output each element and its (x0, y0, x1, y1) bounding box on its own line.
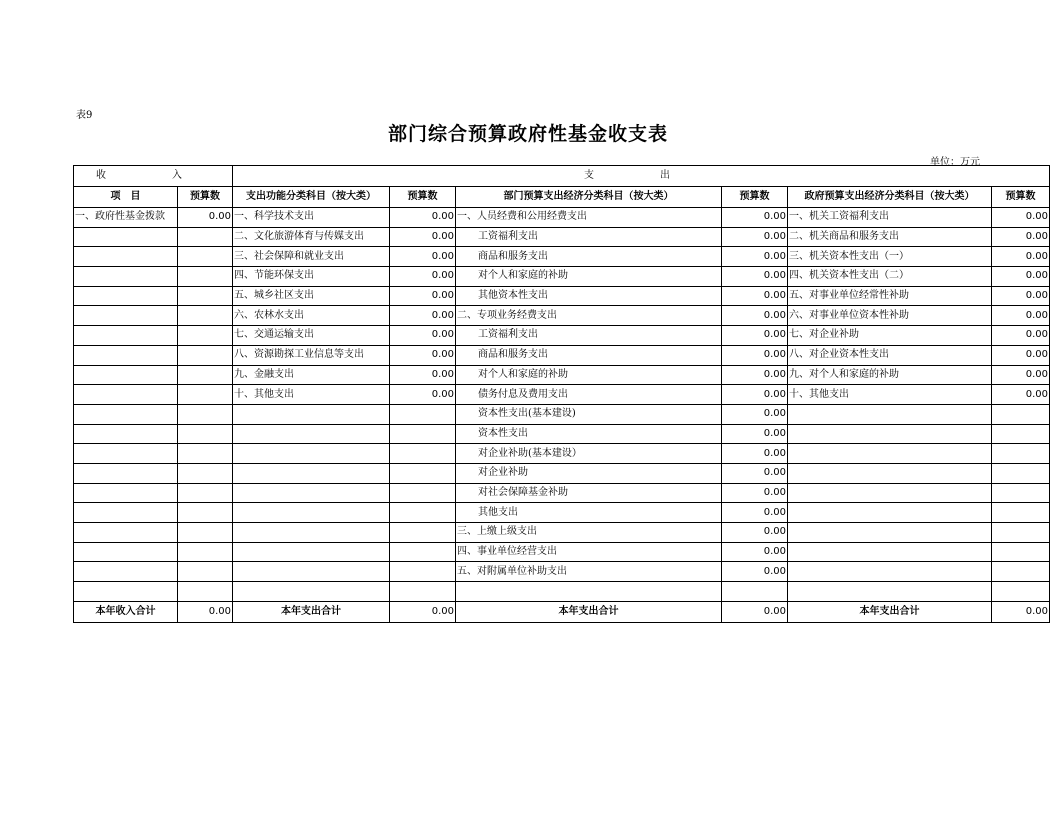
table-row (74, 463, 1050, 483)
func-amount (390, 424, 456, 444)
table-row (74, 562, 1050, 582)
table-row (74, 523, 1050, 543)
dept-item (456, 582, 722, 602)
func-item (233, 503, 390, 523)
income-amount (178, 247, 233, 267)
dept-amount: 0.00 (722, 267, 788, 287)
dept-item: 其他资本性支出 (456, 286, 722, 306)
table-row (74, 247, 1050, 267)
gov-item: 九、对个人和家庭的补助 (788, 365, 992, 385)
func-amount: 0.00 (390, 306, 456, 326)
dept-item: 对企业补助 (456, 463, 722, 483)
gov-amount: 0.00 (992, 208, 1050, 228)
header-func-budget: 预算数 (390, 187, 456, 208)
dept-item: 对企业补助(基本建设） (456, 444, 722, 464)
func-amount: 0.00 (390, 247, 456, 267)
gov-amount: 0.00 (992, 345, 1050, 365)
dept-amount: 0.00 (722, 345, 788, 365)
gov-item (788, 404, 992, 424)
total-dept-label: 本年支出合计 (456, 601, 722, 622)
total-gov-label: 本年支出合计 (788, 601, 992, 622)
dept-amount: 0.00 (722, 385, 788, 405)
func-item (233, 463, 390, 483)
income-item (74, 247, 178, 267)
dept-amount: 0.00 (722, 424, 788, 444)
gov-item: 七、对企业补助 (788, 326, 992, 346)
func-amount: 0.00 (390, 286, 456, 306)
header-income-budget: 预算数 (178, 187, 233, 208)
income-item (74, 582, 178, 602)
dept-amount: 0.00 (722, 542, 788, 562)
income-item (74, 523, 178, 543)
func-amount: 0.00 (390, 208, 456, 228)
dept-amount (722, 582, 788, 602)
func-amount: 0.00 (390, 345, 456, 365)
income-amount (178, 267, 233, 287)
gov-item: 四、机关资本性支出（二） (788, 267, 992, 287)
func-item: 九、金融支出 (233, 365, 390, 385)
dept-item: 工资福利支出 (456, 227, 722, 247)
income-item (74, 345, 178, 365)
header-dept-econ: 部门预算支出经济分类科目（按大类） (456, 187, 722, 208)
dept-amount: 0.00 (722, 286, 788, 306)
func-item (233, 404, 390, 424)
func-amount (390, 404, 456, 424)
income-amount (178, 326, 233, 346)
func-item (233, 483, 390, 503)
dept-item: 五、对附属单位补助支出 (456, 562, 722, 582)
gov-amount: 0.00 (992, 286, 1050, 306)
gov-item: 三、机关资本性支出（一） (788, 247, 992, 267)
gov-item: 一、机关工资福利支出 (788, 208, 992, 228)
table-row (74, 345, 1050, 365)
dept-amount: 0.00 (722, 444, 788, 464)
dept-amount: 0.00 (722, 326, 788, 346)
dept-item: 其他支出 (456, 503, 722, 523)
income-item (74, 365, 178, 385)
func-amount: 0.00 (390, 227, 456, 247)
expense-section-label: 支 出 (584, 170, 698, 181)
gov-item (788, 542, 992, 562)
table-number: 表9 (76, 110, 93, 121)
dept-item: 商品和服务支出 (456, 345, 722, 365)
income-item (74, 326, 178, 346)
income-amount (178, 523, 233, 543)
page-title: 部门综合预算政府性基金收支表 (387, 123, 668, 145)
func-item: 五、城乡社区支出 (233, 286, 390, 306)
income-item: 一、政府性基金拨款 (74, 208, 178, 228)
gov-item (788, 562, 992, 582)
table-row (74, 542, 1050, 562)
table-row (74, 582, 1050, 602)
dept-item: 一、人员经费和公用经费支出 (456, 208, 722, 228)
dept-amount: 0.00 (722, 562, 788, 582)
income-item (74, 286, 178, 306)
func-amount: 0.00 (390, 326, 456, 346)
gov-amount (992, 404, 1050, 424)
gov-amount: 0.00 (992, 365, 1050, 385)
total-func-label: 本年支出合计 (233, 601, 390, 622)
func-amount (390, 483, 456, 503)
dept-item: 工资福利支出 (456, 326, 722, 346)
income-amount (178, 542, 233, 562)
dept-amount: 0.00 (722, 247, 788, 267)
header-gov-econ: 政府预算支出经济分类科目（按大类） (788, 187, 992, 208)
income-item (74, 306, 178, 326)
gov-amount (992, 562, 1050, 582)
func-amount (390, 444, 456, 464)
table-row (74, 326, 1050, 346)
func-item (233, 562, 390, 582)
income-amount: 0.00 (178, 208, 233, 228)
func-amount (390, 582, 456, 602)
gov-amount (992, 523, 1050, 543)
income-amount (178, 286, 233, 306)
dept-amount: 0.00 (722, 404, 788, 424)
income-item (74, 404, 178, 424)
table-row (74, 483, 1050, 503)
table-row (74, 385, 1050, 405)
gov-item (788, 444, 992, 464)
gov-item (788, 503, 992, 523)
gov-item: 六、对事业单位资本性补助 (788, 306, 992, 326)
func-item (233, 424, 390, 444)
dept-amount: 0.00 (722, 227, 788, 247)
table-row (74, 306, 1050, 326)
gov-amount (992, 503, 1050, 523)
dept-item: 对社会保障基金补助 (456, 483, 722, 503)
dept-item: 资本性支出 (456, 424, 722, 444)
gov-item: 八、对企业资本性支出 (788, 345, 992, 365)
func-amount (390, 542, 456, 562)
func-item (233, 523, 390, 543)
dept-item: 二、专项业务经费支出 (456, 306, 722, 326)
dept-amount: 0.00 (722, 365, 788, 385)
gov-item (788, 463, 992, 483)
dept-amount: 0.00 (722, 306, 788, 326)
dept-item: 资本性支出(基本建设) (456, 404, 722, 424)
income-item (74, 503, 178, 523)
func-item: 一、科学技术支出 (233, 208, 390, 228)
income-amount (178, 582, 233, 602)
func-item: 十、其他支出 (233, 385, 390, 405)
income-item (74, 227, 178, 247)
income-amount (178, 463, 233, 483)
gov-amount: 0.00 (992, 247, 1050, 267)
func-amount (390, 523, 456, 543)
gov-amount (992, 542, 1050, 562)
gov-item (788, 424, 992, 444)
gov-amount: 0.00 (992, 267, 1050, 287)
func-amount (390, 463, 456, 483)
gov-item: 十、其他支出 (788, 385, 992, 405)
expense-section-header (233, 166, 1050, 187)
total-income-amount: 0.00 (178, 601, 233, 622)
gov-amount (992, 483, 1050, 503)
income-amount (178, 306, 233, 326)
func-item (233, 542, 390, 562)
income-item (74, 562, 178, 582)
dept-amount: 0.00 (722, 523, 788, 543)
func-item: 三、社会保障和就业支出 (233, 247, 390, 267)
section-row (74, 166, 1050, 187)
table-row (74, 444, 1050, 464)
gov-amount (992, 424, 1050, 444)
income-item (74, 424, 178, 444)
dept-item: 四、事业单位经营支出 (456, 542, 722, 562)
dept-item: 债务付息及费用支出 (456, 385, 722, 405)
gov-amount (992, 582, 1050, 602)
gov-amount: 0.00 (992, 306, 1050, 326)
income-section-label: 收 入 (96, 170, 210, 181)
gov-amount: 0.00 (992, 326, 1050, 346)
func-item: 六、农林水支出 (233, 306, 390, 326)
header-func-class: 支出功能分类科目（按大类） (233, 187, 390, 208)
func-item: 四、节能环保支出 (233, 267, 390, 287)
income-amount (178, 483, 233, 503)
func-item: 七、交通运输支出 (233, 326, 390, 346)
income-amount (178, 227, 233, 247)
func-item: 二、文化旅游体育与传媒支出 (233, 227, 390, 247)
gov-item (788, 582, 992, 602)
total-dept-amount: 0.00 (722, 601, 788, 622)
func-amount: 0.00 (390, 267, 456, 287)
dept-amount: 0.00 (722, 483, 788, 503)
income-amount (178, 503, 233, 523)
gov-amount: 0.00 (992, 227, 1050, 247)
gov-amount (992, 463, 1050, 483)
gov-item (788, 523, 992, 543)
income-item (74, 385, 178, 405)
income-amount (178, 345, 233, 365)
func-item (233, 582, 390, 602)
table-row (74, 424, 1050, 444)
income-amount (178, 424, 233, 444)
dept-item: 对个人和家庭的补助 (456, 365, 722, 385)
table-row (74, 267, 1050, 287)
gov-amount (992, 444, 1050, 464)
income-amount (178, 385, 233, 405)
dept-amount: 0.00 (722, 503, 788, 523)
total-func-amount: 0.00 (390, 601, 456, 622)
gov-item (788, 483, 992, 503)
table-row (74, 286, 1050, 306)
table-row (74, 208, 1050, 228)
budget-table (73, 165, 1050, 623)
income-item (74, 267, 178, 287)
income-amount (178, 404, 233, 424)
dept-item: 对个人和家庭的补助 (456, 267, 722, 287)
income-item (74, 463, 178, 483)
income-amount (178, 444, 233, 464)
table-row (74, 227, 1050, 247)
gov-item: 五、对事业单位经常性补助 (788, 286, 992, 306)
income-item (74, 483, 178, 503)
dept-amount: 0.00 (722, 208, 788, 228)
total-gov-amount: 0.00 (992, 601, 1050, 622)
func-amount: 0.00 (390, 385, 456, 405)
gov-amount: 0.00 (992, 385, 1050, 405)
table-row (74, 404, 1050, 424)
income-item (74, 444, 178, 464)
header-dept-budget: 预算数 (722, 187, 788, 208)
total-income-label: 本年收入合计 (74, 601, 178, 622)
income-section-header (74, 166, 233, 187)
totals-row (74, 601, 1050, 622)
func-item: 八、资源勘探工业信息等支出 (233, 345, 390, 365)
dept-item: 三、上缴上级支出 (456, 523, 722, 543)
table-row (74, 503, 1050, 523)
header-gov-budget: 预算数 (992, 187, 1050, 208)
dept-item: 商品和服务支出 (456, 247, 722, 267)
header-item: 项 目 (74, 187, 178, 208)
table-row (74, 365, 1050, 385)
func-item (233, 444, 390, 464)
unit-label: 单位：万元 (930, 157, 980, 168)
dept-amount: 0.00 (722, 463, 788, 483)
income-item (74, 542, 178, 562)
func-amount (390, 562, 456, 582)
income-amount (178, 365, 233, 385)
gov-item: 二、机关商品和服务支出 (788, 227, 992, 247)
func-amount: 0.00 (390, 365, 456, 385)
income-amount (178, 562, 233, 582)
func-amount (390, 503, 456, 523)
header-row (74, 187, 1050, 208)
